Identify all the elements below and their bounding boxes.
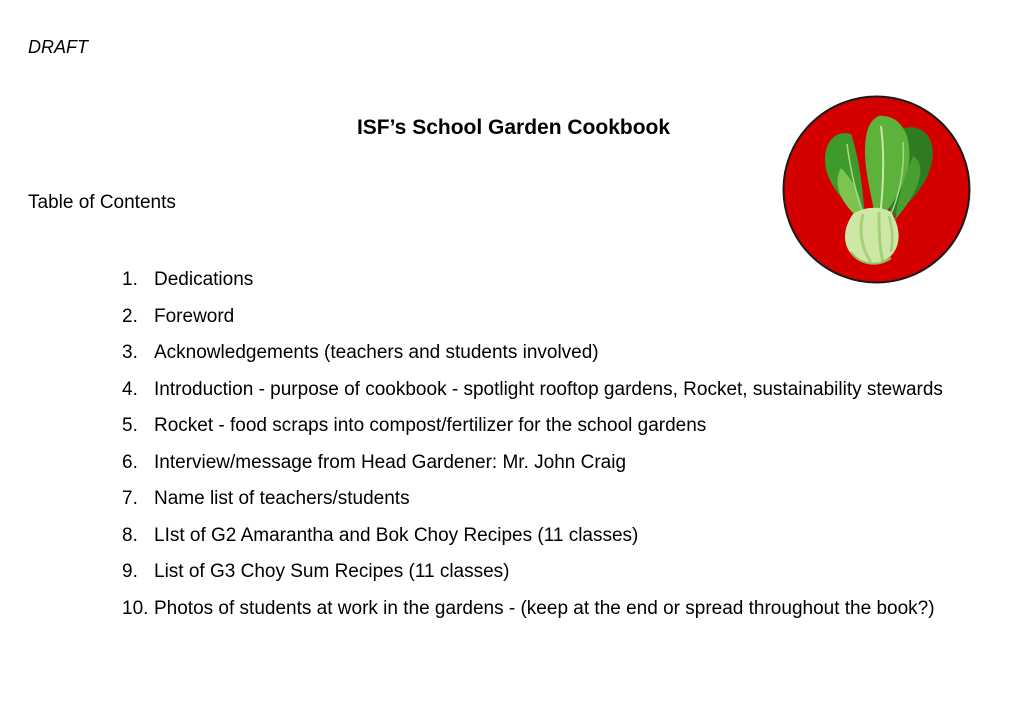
bok-choy-logo xyxy=(781,94,972,285)
list-item-text: Dedications xyxy=(154,269,254,290)
list-item-text: Interview/message from Head Gardener: Mr. John Craig xyxy=(154,451,627,473)
list-item xyxy=(122,372,972,409)
list-item xyxy=(122,481,972,518)
list-item xyxy=(122,554,972,591)
list-item-number: 2. xyxy=(122,305,138,327)
list-item xyxy=(122,408,972,445)
list-item-number: 7. xyxy=(122,488,138,509)
list-item-text: LIst of G2 Amarantha and Bok Choy Recipes (11 classes) xyxy=(154,524,639,546)
page-title: ISF’s School Garden Cookbook xyxy=(356,116,671,139)
list-item-number: 8. xyxy=(122,524,138,546)
list-item xyxy=(122,262,972,299)
list-item-number: 3. xyxy=(122,342,138,363)
list-item-text: Rocket - food scraps into compost/fertilizer for the school gardens xyxy=(154,415,707,436)
list-item-number: 9. xyxy=(122,561,138,582)
list-item-text: Introduction - purpose of cookbook - spotlight rooftop gardens, Rocket, sustainability stewards xyxy=(154,378,943,400)
toc-heading: Table of Contents xyxy=(28,192,176,213)
bok-choy-icon xyxy=(781,94,972,285)
list-item xyxy=(122,445,972,482)
list-item xyxy=(122,299,972,336)
list-item-number: 4. xyxy=(122,378,138,400)
list-item-text: Photos of students at work in the gardens - (keep at the end or spread throughout the book?) xyxy=(154,597,935,619)
list-item-number: 10. xyxy=(122,597,149,619)
draft-label: DRAFT xyxy=(28,37,88,57)
list-item-text: Acknowledgements (teachers and students involved) xyxy=(154,342,599,363)
list-item-number: 5. xyxy=(122,415,138,436)
list-item xyxy=(122,518,972,555)
toc-list xyxy=(122,262,972,627)
list-item-text: Name list of teachers/students xyxy=(154,488,410,509)
list-item-text: List of G3 Choy Sum Recipes (11 classes) xyxy=(154,561,510,582)
list-item-number: 6. xyxy=(122,451,138,473)
list-item-text: Foreword xyxy=(154,305,235,327)
list-item xyxy=(122,335,972,372)
list-item-number: 1. xyxy=(122,269,138,290)
list-item xyxy=(122,591,972,628)
